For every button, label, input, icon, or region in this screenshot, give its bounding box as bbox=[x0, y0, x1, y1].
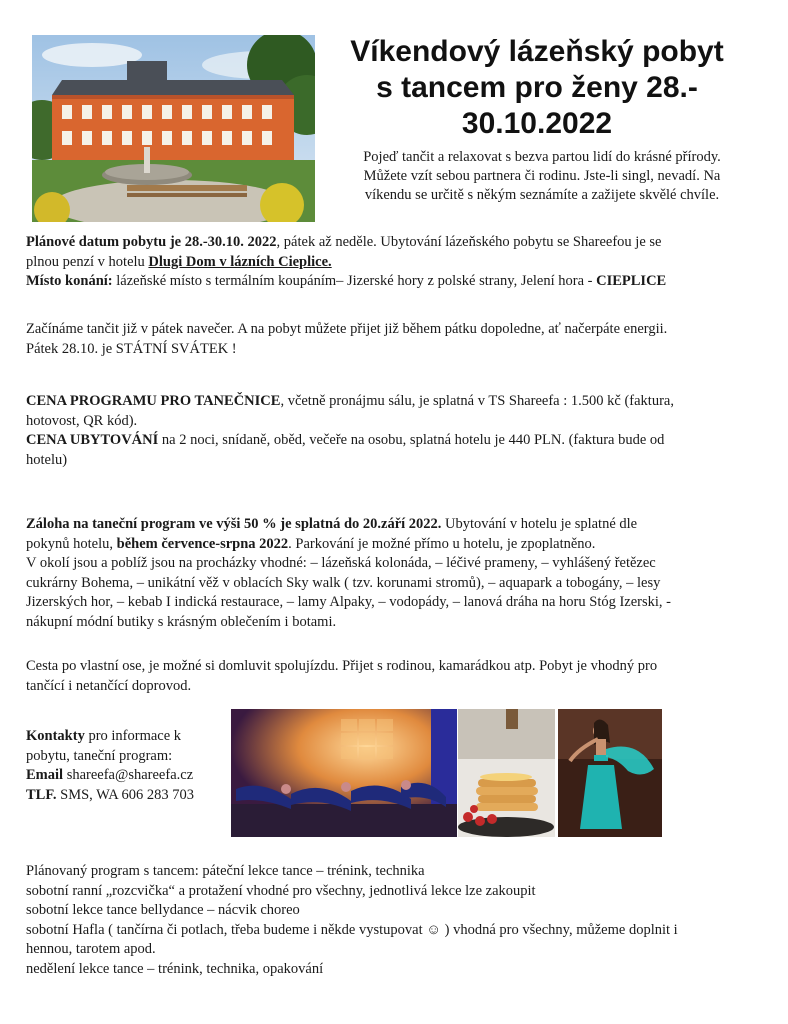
parking-text: . Parkování je možné přímo u hotelu, je zpoplatněno. bbox=[288, 535, 596, 552]
intro-line-2: Můžete vzít sebou partnera či rodinu. Jste-li singl, nevadí. Na bbox=[363, 168, 721, 184]
title-line-2: s tancem pro ženy 28.- bbox=[376, 71, 698, 104]
travel-line-2: tančící i netančící doprovod. bbox=[26, 677, 192, 694]
planned-date: Plánové datum pobytu je 28.-30.10. 2022 bbox=[26, 234, 277, 250]
dates-paragraph bbox=[26, 233, 766, 292]
phone-value: SMS, WA 606 283 703 bbox=[56, 786, 195, 803]
surroundings-line-4: nákupní módní butiky s krásným oblečením i botami. bbox=[26, 613, 337, 630]
program-line-1: Plánovaný program s tancem: páteční lekce tance – trénink, technika bbox=[26, 863, 425, 879]
deposit-paragraph bbox=[26, 515, 766, 632]
hotel-photo bbox=[32, 35, 315, 222]
venue-city: CIEPLICE bbox=[596, 273, 667, 289]
surroundings-line-1: V okolí jsou a poblíž jsou na procházky vhodné: – lázeňská kolonáda, – léčivé prameny, – vyhlášený řetězec bbox=[26, 555, 656, 571]
hotel-name: Dlugi Dom v lázních Cieplice. bbox=[148, 253, 332, 270]
title-line-3: 30.10.2022 bbox=[461, 107, 613, 140]
phone-label: TLF. bbox=[26, 786, 57, 803]
program-line-2: sobotní ranní „rozcvička“ a protažení vhodné pro všechny, jednotlivá lekce lze zakoupit bbox=[26, 882, 536, 899]
travel-line-1: Cesta po vlastní ose, je možné si domluvit spolujízdu. Přijet s rodinou, kamarádkou atp. Pobyt je vhodný pro bbox=[26, 658, 658, 674]
belly-dancer-photo bbox=[558, 709, 662, 837]
contacts-text-2: pobytu, taneční program: bbox=[26, 747, 173, 764]
intro-line-3: víkendu se určitě s někým seznámíte a zažijete skvělé chvíle. bbox=[364, 187, 720, 203]
venue-label: Místo konání: bbox=[26, 273, 113, 289]
program-paragraph bbox=[26, 862, 766, 979]
email-value[interactable]: shareefa@shareefa.cz bbox=[63, 767, 194, 783]
start-paragraph bbox=[26, 320, 766, 359]
program-price-label: CENA PROGRAMU PRO TANEČNICE bbox=[26, 393, 281, 409]
program-line-3: sobotní lekce tance bellydance – nácvik choreo bbox=[26, 902, 300, 918]
contacts-text: pro informace k bbox=[84, 728, 182, 744]
intro-line-1: Pojeď tančit a relaxovat s bezva partou lidí do krásné přírody. bbox=[363, 149, 721, 165]
intro-text bbox=[326, 148, 758, 205]
pancakes-photo bbox=[458, 709, 555, 837]
page-title bbox=[318, 34, 756, 142]
program-price-text: , včetně pronájmu sálu, je splatná v TS Shareefa : 1.500 kč (faktura, bbox=[280, 393, 674, 409]
surroundings-line-2: cukrárny Bohema, – unikátní věž v oblacích Sky walk ( tzv. korunami stromů), – aquapark a tobogány, – lesy bbox=[26, 574, 661, 591]
start-line-2: Pátek 28.10. je STÁTNÍ SVÁTEK ! bbox=[26, 340, 237, 357]
program-price-text-2: hotovost, QR kód). bbox=[26, 412, 138, 429]
contacts-label: Kontakty bbox=[26, 728, 85, 744]
deposit-text-2: pokynů hotelu, bbox=[26, 535, 117, 552]
price-paragraph bbox=[26, 392, 766, 470]
program-line-5: hennou, tarotem apod. bbox=[26, 941, 156, 957]
spa-lounge-photo bbox=[231, 709, 457, 837]
title-line-1: Víkendový lázeňský pobyt bbox=[350, 35, 724, 68]
accommodation-price-text: na 2 noci, snídaně, oběd, večeře na osobu, splatná hotelu je 440 PLN. (faktura bude od bbox=[158, 432, 665, 448]
accommodation-price-text-2: hotelu) bbox=[26, 451, 68, 468]
email-label: Email bbox=[26, 767, 64, 783]
accommodation-price-label: CENA UBYTOVÁNÍ bbox=[26, 432, 159, 448]
surroundings-line-3: Jizerských hor, – kebab I indická restaurace, – lamy Alpaky, – vodopády, – lanová dráha na horu Stóg Izerski, - bbox=[26, 594, 672, 610]
dates-text-2: plnou penzí v hotelu bbox=[26, 253, 149, 270]
deposit-label: Záloha na taneční program ve výši 50 % je splatná do 20.září 2022. bbox=[26, 516, 442, 532]
contacts-block bbox=[26, 727, 231, 805]
deposit-period: během července-srpna 2022 bbox=[116, 535, 289, 552]
program-line-4: sobotní Hafla ( tančírna či potlach, třeba budeme i někde vystupovat ☺ ) vhodná pro všechny, můžeme doplnit i bbox=[26, 921, 678, 938]
dates-text-1: , pátek až neděle. Ubytování lázeňského pobytu se Shareefou je se bbox=[276, 234, 662, 250]
venue-text: lázeňské místo s termálním koupáním– Jizerské hory z polské strany, Jelení hora - bbox=[112, 273, 597, 289]
travel-paragraph bbox=[26, 657, 766, 696]
start-line-1: Začínáme tančit již v pátek navečer. A na pobyt můžete přijet již během pátku dopoledne, ať načerpáte energii. bbox=[26, 321, 668, 337]
program-line-6: nedělení lekce tance – trénink, technika, opakování bbox=[26, 960, 324, 977]
deposit-text: Ubytování v hotelu je splatné dle bbox=[441, 516, 638, 532]
